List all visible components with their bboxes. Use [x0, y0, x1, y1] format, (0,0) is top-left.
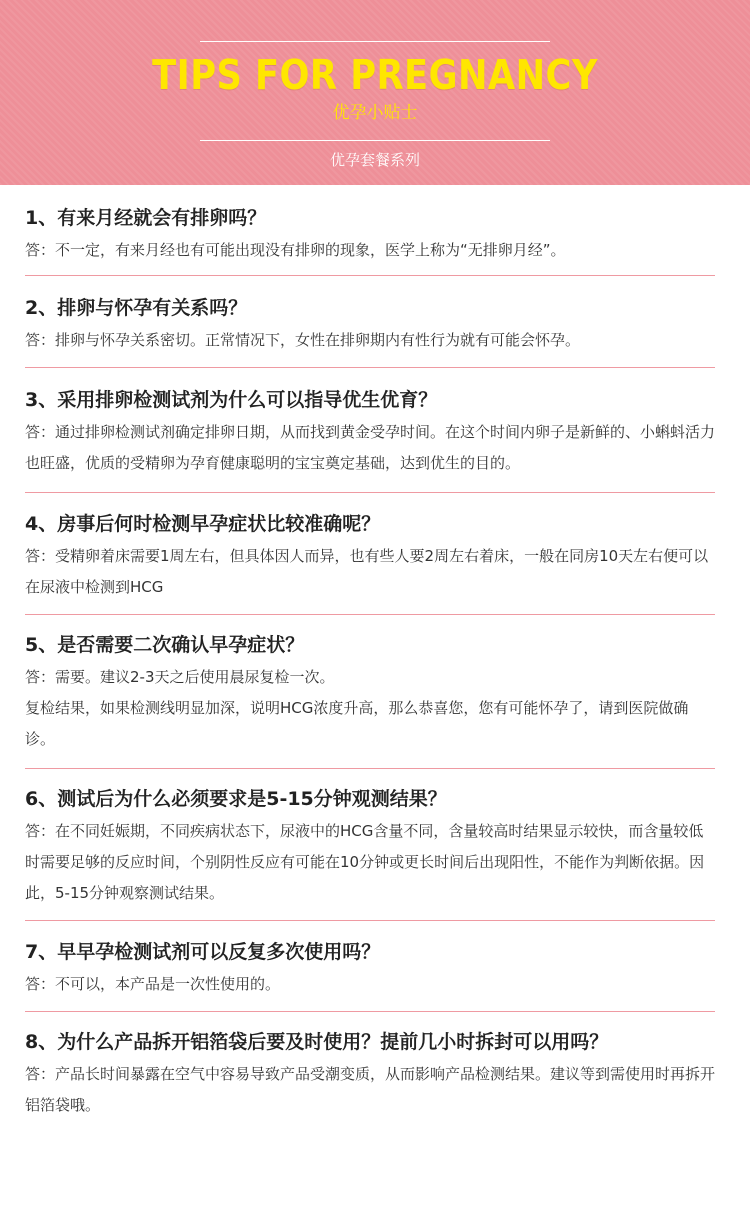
faq-question: 5、是否需要二次确认早孕症状？ [25, 634, 305, 656]
banner-divider-bottom [200, 140, 550, 141]
faq-item-3 [25, 368, 715, 493]
header-banner [0, 0, 750, 185]
faq-question: 1、有来月经就会有排卵吗？ [25, 207, 267, 229]
faq-answer [25, 325, 715, 356]
faq-answer-paragraph: 答：产品长时间暴露在空气中容易导致产品受潮变质，从而影响产品检测结果。建议等到需使用时再拆开铝箔袋哦。 [25, 1065, 716, 1114]
faq-answer [25, 417, 715, 479]
faq-answer-paragraph: 答：通过排卵检测试剂确定排卵日期，从而找到黄金受孕时间。在这个时间内卵子是新鲜的、小蝌蚪活力也旺盛，优质的受精卵为孕育健康聪明的宝宝奠定基础，达到优生的目的。 [25, 423, 716, 472]
faq-item-1 [25, 185, 715, 276]
faq-answer [25, 1059, 715, 1121]
faq-list [0, 185, 750, 1121]
faq-answer [25, 969, 715, 1000]
faq-answer-paragraph: 答：不一定，有来月经也有可能出现没有排卵的现象，医学上称为“无排卵月经”。 [25, 241, 566, 259]
faq-item-7 [25, 921, 715, 1012]
faq-answer-paragraph: 答：受精卵着床需要1周左右，但具体因人而异，也有些人要2周左右着床，一般在同房10天左右便可以在尿液中检测到HCG [25, 547, 709, 596]
banner-series-label: 优孕套餐系列 [329, 151, 420, 169]
faq-answer-paragraph: 答：不可以，本产品是一次性使用的。 [25, 975, 281, 993]
faq-question: 7、早早孕检测试剂可以反复多次使用吗？ [25, 941, 381, 963]
faq-item-6 [25, 769, 715, 921]
faq-answer [25, 816, 715, 909]
faq-question: 8、为什么产品拆开铝箔袋后要及时使用？提前几小时拆封可以用吗？ [25, 1031, 609, 1053]
faq-answer [25, 662, 715, 755]
banner-title: TIPS FOR PREGNANCY [152, 51, 598, 99]
banner-subtitle: 优孕小贴士 [332, 103, 418, 123]
faq-answer [25, 235, 715, 266]
faq-question: 6、测试后为什么必须要求是5-15分钟观测结果？ [25, 788, 447, 810]
faq-question: 4、房事后何时检测早孕症状比较准确呢？ [25, 513, 381, 535]
faq-answer-paragraph: 答：排卵与怀孕关系密切。正常情况下，女性在排卵期内有性行为就有可能会怀孕。 [25, 331, 581, 349]
faq-answer-paragraph: 复检结果，如果检测线明显加深，说明HCG浓度升高，那么恭喜您，您有可能怀孕了，请到医院做确诊。 [25, 699, 689, 748]
faq-question: 3、采用排卵检测试剂为什么可以指导优生优育？ [25, 389, 438, 411]
banner-divider-top [200, 41, 550, 42]
faq-item-8 [25, 1012, 715, 1121]
faq-answer [25, 541, 715, 603]
faq-item-5 [25, 615, 715, 769]
faq-question: 2、排卵与怀孕有关系吗？ [25, 297, 248, 319]
faq-item-4 [25, 493, 715, 615]
faq-answer-paragraph: 答：在不同妊娠期，不同疾病状态下，尿液中的HCG含量不同，含量较高时结果显示较快，而含量较低时需要足够的反应时间，个别阴性反应有可能在10分钟或更长时间后出现阳性，不能作为判断依据。因此，5-15分钟观察测试结果。 [25, 822, 705, 902]
faq-item-2 [25, 276, 715, 368]
faq-answer-paragraph: 答：需要。建议2-3天之后使用晨尿复检一次。 [25, 668, 335, 686]
